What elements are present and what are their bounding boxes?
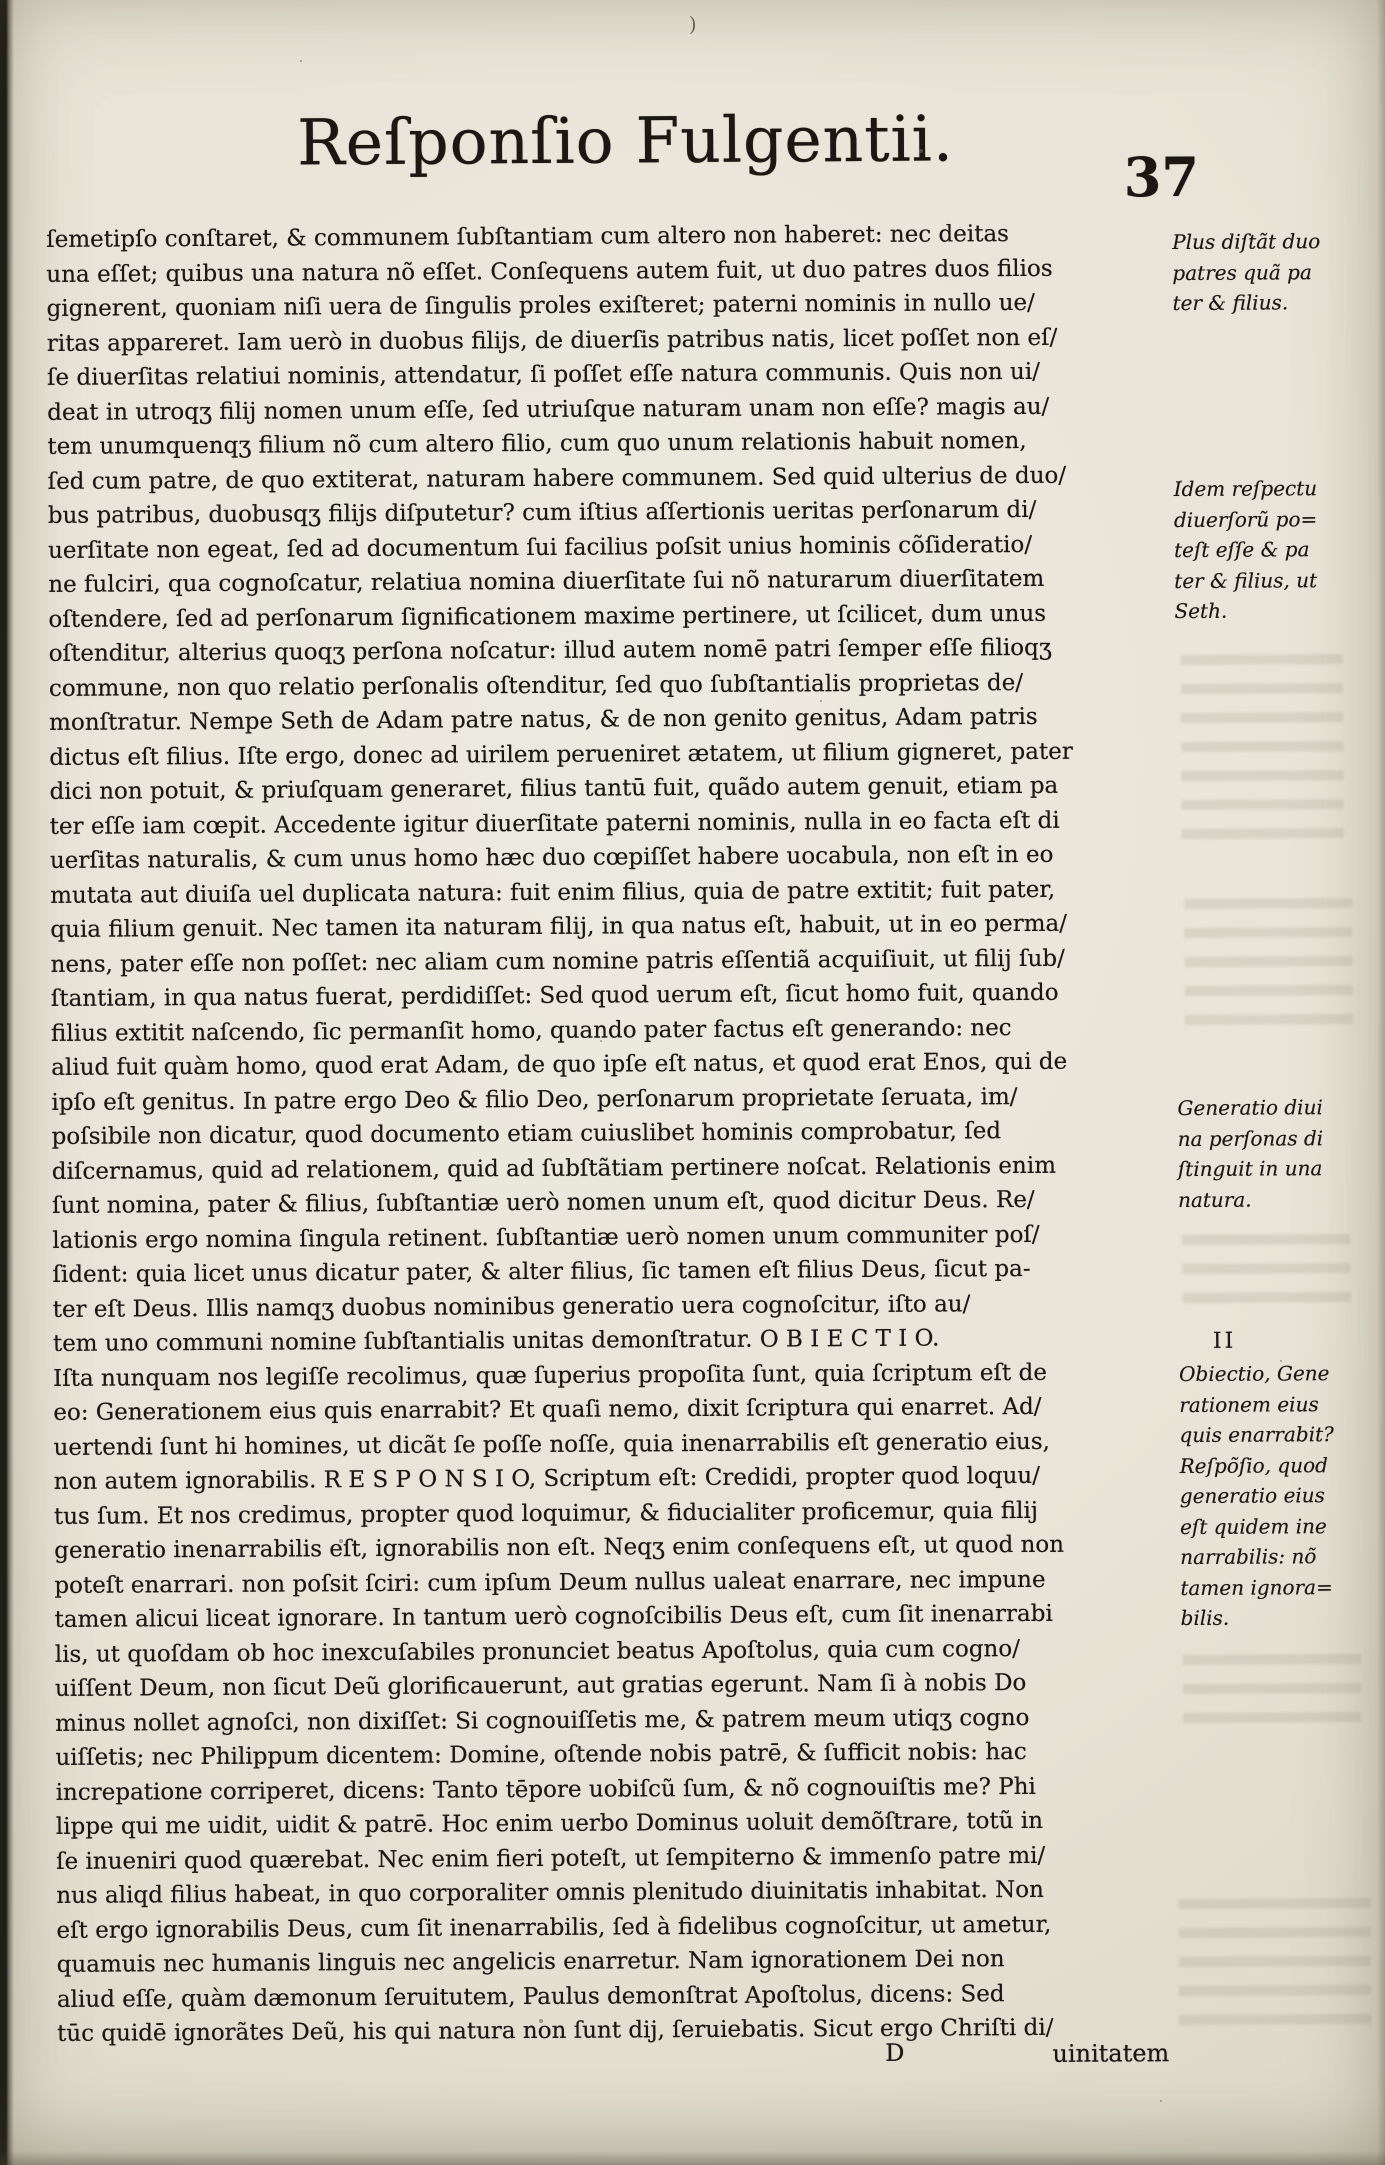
body-line: nus aliqd filius habeat, in quo corporaliter omnis plenitudo diuinitatis inhabitat. Non <box>56 1876 1044 1909</box>
body-line: eo: Generationem eius quis enarrabit? Et quaſi nemo, dixit ſcriptura qui enarret. Ad/ <box>53 1393 1042 1426</box>
margin-note-line: patres quã pa <box>1172 259 1312 285</box>
body-line: tem unumquenqʒ filium nõ cum altero filio, cum quo unum relationis habuit nomen, <box>47 427 1027 460</box>
body-line: tūc quidē ignorãtes Deũ, his qui natura non ſunt dij, ſeruiebatis. Sicut ergo Chriſti di/ <box>57 2014 1054 2047</box>
margin-note-line: natura. <box>1177 1187 1252 1212</box>
body-line: minus nollet agnoſci, non dixiſſet: Si cognouiſſetis me, & patrem meum utiqʒ cogno <box>55 1704 1030 1737</box>
margin-note-line: Generatio diui <box>1177 1095 1323 1121</box>
body-line: uiſſetis; nec Philippum dicentem: Domine, oſtende nobis patrē, & ſufficit nobis: hac <box>55 1738 1027 1771</box>
margin-note-4 <box>1179 1324 1385 1634</box>
body-line: quia filium genuit. Nec tamen ita naturam filij, in qua natus eſt, habuit, ut in eo perma/ <box>50 910 1068 943</box>
margin-note-line: diuerſorũ po= <box>1173 506 1318 532</box>
margin-note-line: ter & filius, ut <box>1174 567 1318 593</box>
margin-note-1 <box>1172 226 1377 319</box>
margin-note-line: eſt quidem ine <box>1179 1513 1327 1539</box>
margin-note-line: tamen ignora= <box>1180 1574 1333 1600</box>
body-line: ne fulciri, qua cognoſcatur, relatiua nomina diuerſitate ſui nõ naturarum diuerſitatem <box>48 565 1045 598</box>
paper-specks <box>300 60 302 62</box>
margin-note-line: bilis. <box>1180 1605 1230 1631</box>
body-line: quamuis nec humanis linguis nec angelicis enarretur. Nam ignorationem Dei non <box>56 1946 1005 1978</box>
body-line: ter eſſe iam cœpit. Accedente igitur diuerſitate paterni nominis, nulla in eo facta eſt di <box>49 807 1060 840</box>
body-line: poſsibile non dicatur, quod documento etiam cuiuslibet hominis comprobatur, ſed <box>51 1118 1002 1150</box>
margin-note-line: Idem reſpectu <box>1173 476 1318 502</box>
body-line: lis, ut quoſdam ob hoc inexcuſabiles pronunciet beatus Apoſtolus, quia cum cogno/ <box>54 1635 1020 1668</box>
margin-note-line: Seth. <box>1174 598 1228 624</box>
body-line: Iſta nunquam nos legiſſe recolimus, quæ ſuperius propoſita ſunt, quia ſcriptum eſt de <box>53 1359 1047 1392</box>
body-line: ſemetipſo conſtaret, & communem ſubſtantiam cum altero non haberet: nec deitas <box>46 221 1010 253</box>
body-line: nens, pater eſſe non poſſet: nec aliam cum nomine patris eſſentiã acquiſiuit, ut filij ſub/ <box>50 945 1065 978</box>
page-number: 37 <box>1123 144 1200 210</box>
scan-bottom-edge <box>0 2151 1385 2165</box>
body-line: ſed cum patre, de quo extiterat, naturam habere communem. Sed quid ulterius de duo/ <box>47 462 1067 495</box>
body-line: generatio inenarrabilis eſt, ignorabilis non eſt. Neqʒ enim conſequens eſt, ut quod non <box>54 1531 1065 1564</box>
body-line: dictus eſt filius. Iſte ergo, donec ad uirilem perueniret ætatem, ut filium gigneret, pater <box>49 738 1073 771</box>
body-line: ſident: quia licet unus dicatur pater, & alter filius, ſic tamen eſt filius Deus, ſicut pa- <box>52 1255 1031 1288</box>
body-line: ſtantiam, in qua natus fuerat, perdidiſſet: Sed quod uerum eſt, ſicut homo fuit, quando <box>50 979 1059 1012</box>
margin-note-line: Obiectio, Gene <box>1179 1361 1330 1387</box>
body-line: mutata aut diuiſa uel duplicata natura: fuit enim filius, quia de patre extitit; fuit pater, <box>50 876 1056 909</box>
body-line: deat in utroqʒ filij nomen unum eſſe, ſed utriuſque naturam unam non eſſe? magis au/ <box>47 393 1050 426</box>
body-line: bus patribus, duobusqʒ filijs diſputetur? cum iſtius aſſertionis ueritas perſonarum di/ <box>47 496 1037 529</box>
margin-note-line: rationem eius <box>1179 1391 1319 1417</box>
body-line: ſe inueniri quod quærebat. Nec enim fieri poteſt, ut ſempiterno & immenſo patre mi/ <box>55 1842 1046 1875</box>
margin-note-line: ſtinguit in una <box>1177 1156 1323 1182</box>
body-line: tem uno communi nomine ſubſtantialis unitas demonſtratur. O B I E C T I O. <box>52 1325 940 1357</box>
body-line: uertendi ſunt hi homines, ut dicãt ſe poſſe noſſe, quia inenarrabilis eſt generatio eius, <box>53 1428 1051 1461</box>
body-line: ipſo eſt genitus. In patre ergo Deo & filio Deo, perſonarum proprietate ſeruata, im/ <box>51 1083 1018 1116</box>
body-line: uiſſent Deum, non ſicut Deũ glorificauerunt, aut gratias egerunt. Nam ſi à nobis Do <box>54 1669 1027 1702</box>
margin-note-2 <box>1174 473 1379 627</box>
body-line: dici non potuit, & priuſquam generaret, filius tantū fuit, quãdo autem genuit, etiam pa <box>49 772 1059 805</box>
scan-right-edge <box>1377 0 1385 2165</box>
margin-note-line: generatio eius <box>1179 1483 1325 1509</box>
page-title: Reſponſio Fulgentii. <box>297 102 955 180</box>
body-line: ter eſt Deus. Illis namqʒ duobus nominibus generatio uera cognoſcitur, iſto au/ <box>52 1290 971 1323</box>
body-line: non autem ignorabilis. R E S P O N S I O, Scriptum eſt: Credidi, propter quod loquu/ <box>53 1462 1041 1495</box>
margin-note-line: na perſonas di <box>1177 1125 1324 1151</box>
catchword: uinitatem <box>1052 2039 1170 2068</box>
body-line: poteſt enarrari. non poſsit ſciri: cum ipſum Deum nullus ualeat enarrare, nec impune <box>54 1566 1046 1599</box>
signature-line <box>57 2037 1169 2078</box>
body-line: uerſitas naturalis, & cum unus homo hæc duo cœpiſſet habere uocabula, non eſt in eo <box>49 841 1054 874</box>
bleedthrough-text <box>1183 1654 1361 1729</box>
body-line: tamen alicui liceat ignorare. In tantum uerò cognoſcibilis Deus eſt, cum ſit inenarrabi <box>54 1600 1053 1633</box>
scan-left-edge <box>0 0 14 2165</box>
bleedthrough-text <box>1182 1234 1350 1307</box>
body-text <box>46 216 1169 2051</box>
body-line: lationis ergo nomina ſingula retinent. ſubſtantiæ uerò nomen unum communiter poſ/ <box>52 1221 1040 1254</box>
body-line: aliud eſſe, quàm dæmonum ſeruitutem, Paulus demonſtrat Apoſtolus, dicens: Sed <box>56 1980 1005 2013</box>
margin-note-line: Plus diſtãt duo <box>1172 229 1321 255</box>
margin-note-line: narrabilis: nõ <box>1180 1544 1317 1570</box>
body-line: ritas appareret. Iam uerò in duobus filijs, de diuerſis patribus natis, licet poſſet non eſ/ <box>46 324 1058 357</box>
body-line: gignerent, quoniam niſi uera de ſingulis proles exiſteret; paterni nominis in nullo ue/ <box>46 289 1035 322</box>
body-line: eſt ergo ignorabilis Deus, cum ſit inenarrabilis, ſed à fidelibus cognoſcitur, ut ametur, <box>56 1911 1052 1944</box>
body-line: una eſſet; quibus una natura nõ eſſet. Conſequens autem fuit, ut duo patres duos filios <box>46 255 1053 288</box>
gathering-signature: D <box>885 2038 905 2067</box>
bleedthrough-text <box>1181 654 1344 855</box>
body-line: uerſitate non egeat, ſed ad documentum ſui facilius poſsit unius hominis cõſideratio/ <box>47 531 1033 564</box>
bleedthrough-text <box>1184 898 1353 1034</box>
body-line: increpatione corriperet, dicens: Tanto tēpore uobiſcũ ſum, & nõ cognouiſtis me? Phi <box>55 1773 1036 1806</box>
body-line: tus ſum. Et nos credimus, propter quod loquimur, & fiducialiter proficemur, quia filij <box>53 1497 1039 1530</box>
margin-note-body <box>1179 1358 1385 1634</box>
bleedthrough-text <box>1178 1898 1371 2031</box>
margin-note-line: ter & filius. <box>1172 290 1289 316</box>
margin-note-3 <box>1177 1092 1382 1215</box>
body-line: aliud fuit quàm homo, quod erat Adam, de quo ipſe eſt natus, et quod erat Enos, qui de <box>51 1048 1068 1081</box>
margin-note-line: Reſpõſio, quod <box>1179 1452 1328 1478</box>
body-line: monſtratur. Nempe Seth de Adam patre natus, & de non genito genitus, Adam patris <box>49 703 1038 736</box>
body-line: oſtenditur, alterius quoqʒ perſona noſcatur: illud autem nomē patri ſemper eſſe filioqʒ <box>48 634 1052 667</box>
body-line: filius extitit naſcendo, ſic permanſit homo, quando pater factus eſt generando: nec <box>50 1014 1012 1047</box>
body-line: lippe qui me uidit, uidit & patrē. Hoc enim uerbo Dominus uoluit demõſtrare, totũ in <box>55 1807 1044 1840</box>
margin-note-line: teſt eſſe & pa <box>1174 537 1310 563</box>
body-line: oſtendere, ſed ad perſonarum ſignificationem maxime pertinere, ut ſcilicet, dum unus <box>48 600 1047 633</box>
fold-mark: ) <box>688 11 697 37</box>
body-line: diſcernamus, quid ad relationem, quid ad ſubſtãtiam pertinere noſcat. Relationis enim <box>51 1152 1057 1185</box>
body-line: ſunt nomina, pater & filius, ſubſtantiæ uerò nomen unum eſt, quod dicitur Deus. Re/ <box>51 1186 1035 1219</box>
margin-note-line: quis enarrabit? <box>1179 1422 1334 1448</box>
body-line: ſe diuerſitas relatiui nominis, attendatur, ſi poſſet eſſe natura communis. Quis non ui/ <box>46 358 1041 391</box>
margin-note-heading: II <box>1212 1328 1237 1354</box>
body-line: commune, non quo relatio perſonalis oſtenditur, ſed quo ſubſtantialis proprietas de/ <box>48 669 1024 702</box>
